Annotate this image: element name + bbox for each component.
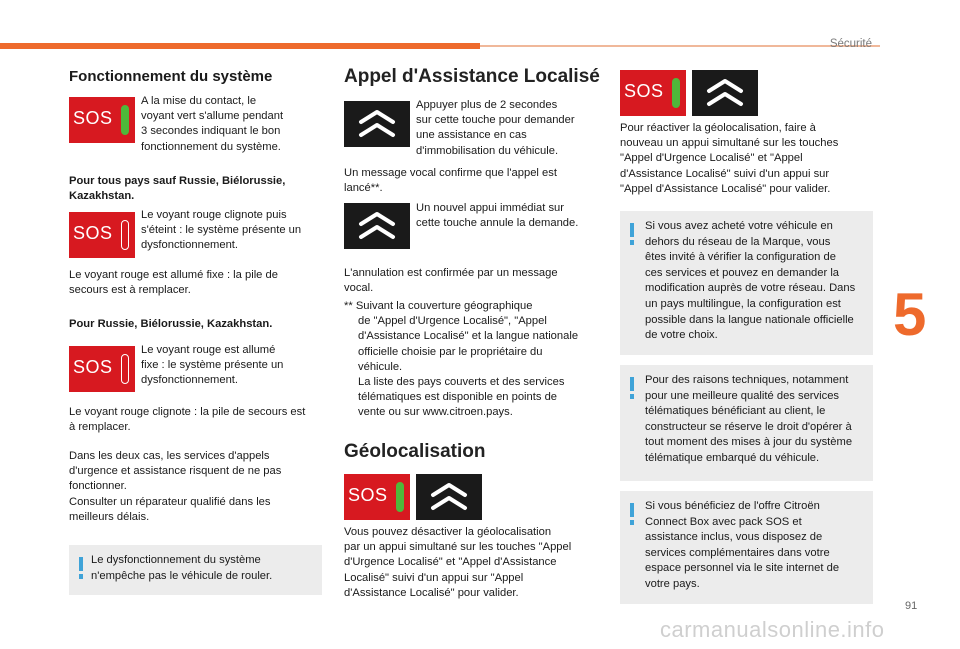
section-title-system: Fonctionnement du système: [69, 68, 273, 85]
info-icon: [630, 377, 634, 391]
sos-green-icon: SOS: [344, 474, 410, 520]
sos-red-icon: SOS: [69, 346, 135, 392]
chapter-number: 5: [893, 281, 927, 348]
paragraph-blink: Le voyant rouge clignote puis s'éteint : le système présente un dysfonctionnement.: [141, 209, 302, 252]
paragraph-voice: Un message vocal confirme que l'appel est lancé**.: [344, 167, 557, 195]
info-icon: [630, 223, 634, 237]
paragraph-confirmed: L'annulation est confirmée par un message vocal.: [344, 267, 558, 295]
citroen-assistance-icon: [692, 70, 758, 116]
heading-all-countries: Pour tous pays sauf Russie, Biélorussie, Kazakhstan.: [69, 175, 286, 203]
sos-green-icon: SOS: [620, 70, 686, 116]
heading-russia: Pour Russie, Biélorussie, Kazakhstan.: [69, 318, 273, 330]
column-1: [69, 68, 325, 85]
info-icon: [630, 503, 634, 517]
section-title-assistance: Appel d'Assistance Localisé: [344, 66, 600, 87]
section-label: Sécurité: [829, 38, 872, 50]
column-2-title: [344, 66, 614, 88]
citroen-assistance-icon: [344, 203, 410, 249]
footnote: ** Suivant la couverture géographique de "Appel d'Urgence Localisé", "Appel d'Assistance Localisé" et la langue nationale officielle choisie par le propriétaire du véhicule. La liste des pays couverts et des services télématiques est disponible en points de vente ou sur www.citroen.pays.: [344, 300, 579, 419]
info-note: Pour des raisons techniques, notamment pour une meilleure qualité des services télématiques bénéficiant au client, le constructeur se réserve le droit d'opérer à tout moment des mises à jour du système télématique embarqué du véhicule.: [620, 365, 873, 481]
page-number: 91: [905, 600, 918, 612]
watermark: carmanualsonline.info: [660, 617, 885, 642]
info-icon: [79, 557, 83, 571]
paragraph-ru-blink: Le voyant rouge clignote : la pile de secours est à remplacer.: [69, 406, 306, 434]
paragraph-fixed: Le voyant rouge est allumé fixe : la pile de secours est à remplacer.: [69, 269, 278, 297]
paragraph-ru-fixed: Le voyant rouge est allumé fixe : le système présente un dysfonctionnement.: [141, 344, 284, 387]
citroen-assistance-icon: [344, 101, 410, 147]
paragraph-contact: A la mise du contact, le voyant vert s'allume pendant 3 secondes indiquant le bon fonctionnement du système.: [141, 95, 284, 153]
paragraph-reactivate: Pour réactiver la géolocalisation, faire à nouveau un appui simultané sur les touches "Appel d'Urgence Localisé" et "Appel d'Assistance Localisé" suivi d'un appui sur "Appel d'Assistance Localisé" pour valider.: [620, 122, 839, 195]
paragraph-geo: Vous pouvez désactiver la géolocalisation par un appui simultané sur les touches "Appel d'Urgence Localisé" et "Appel d'Assistance Localisé" suivi d'un appui sur "Appel d'Assistance Localisé" pour valider.: [344, 526, 572, 599]
sos-green-icon: SOS: [69, 97, 135, 143]
header-thin-bar: [480, 45, 880, 47]
section-title-geolocation: Géolocalisation: [344, 441, 486, 462]
sos-red-icon: SOS: [69, 212, 135, 258]
info-note: Le dysfonctionnement du système n'empêche pas le véhicule de rouler.: [69, 545, 322, 595]
info-note: Si vous avez acheté votre véhicule en dehors du réseau de la Marque, vous êtes invité à vérifier la configuration de ces services et pouvez en demander la modification auprès de votre réseau. Dans un pays multilingue, la configuration est possible dans la langue nationale officielle de votre choix.: [620, 211, 873, 355]
header-orange-bar: [0, 43, 480, 49]
paragraph-cancel: Un nouvel appui immédiat sur cette touche annule la demande.: [416, 202, 579, 230]
paragraph-press: Appuyer plus de 2 secondes sur cette touche pour demander une assistance en cas d'immobilisation du véhicule.: [416, 99, 575, 157]
paragraph-both-cases: Dans les deux cas, les services d'appels d'urgence et assistance risquent de ne pas fonctionner. Consulter un réparateur qualifié dans les meilleurs délais.: [69, 450, 282, 523]
citroen-assistance-icon: [416, 474, 482, 520]
info-note: Si vous bénéficiez de l'offre Citroën Connect Box avec pack SOS et assistance inclus, vous disposez de services complémentaires dans votre espace personnel via le site internet de votre pays.: [620, 491, 873, 604]
